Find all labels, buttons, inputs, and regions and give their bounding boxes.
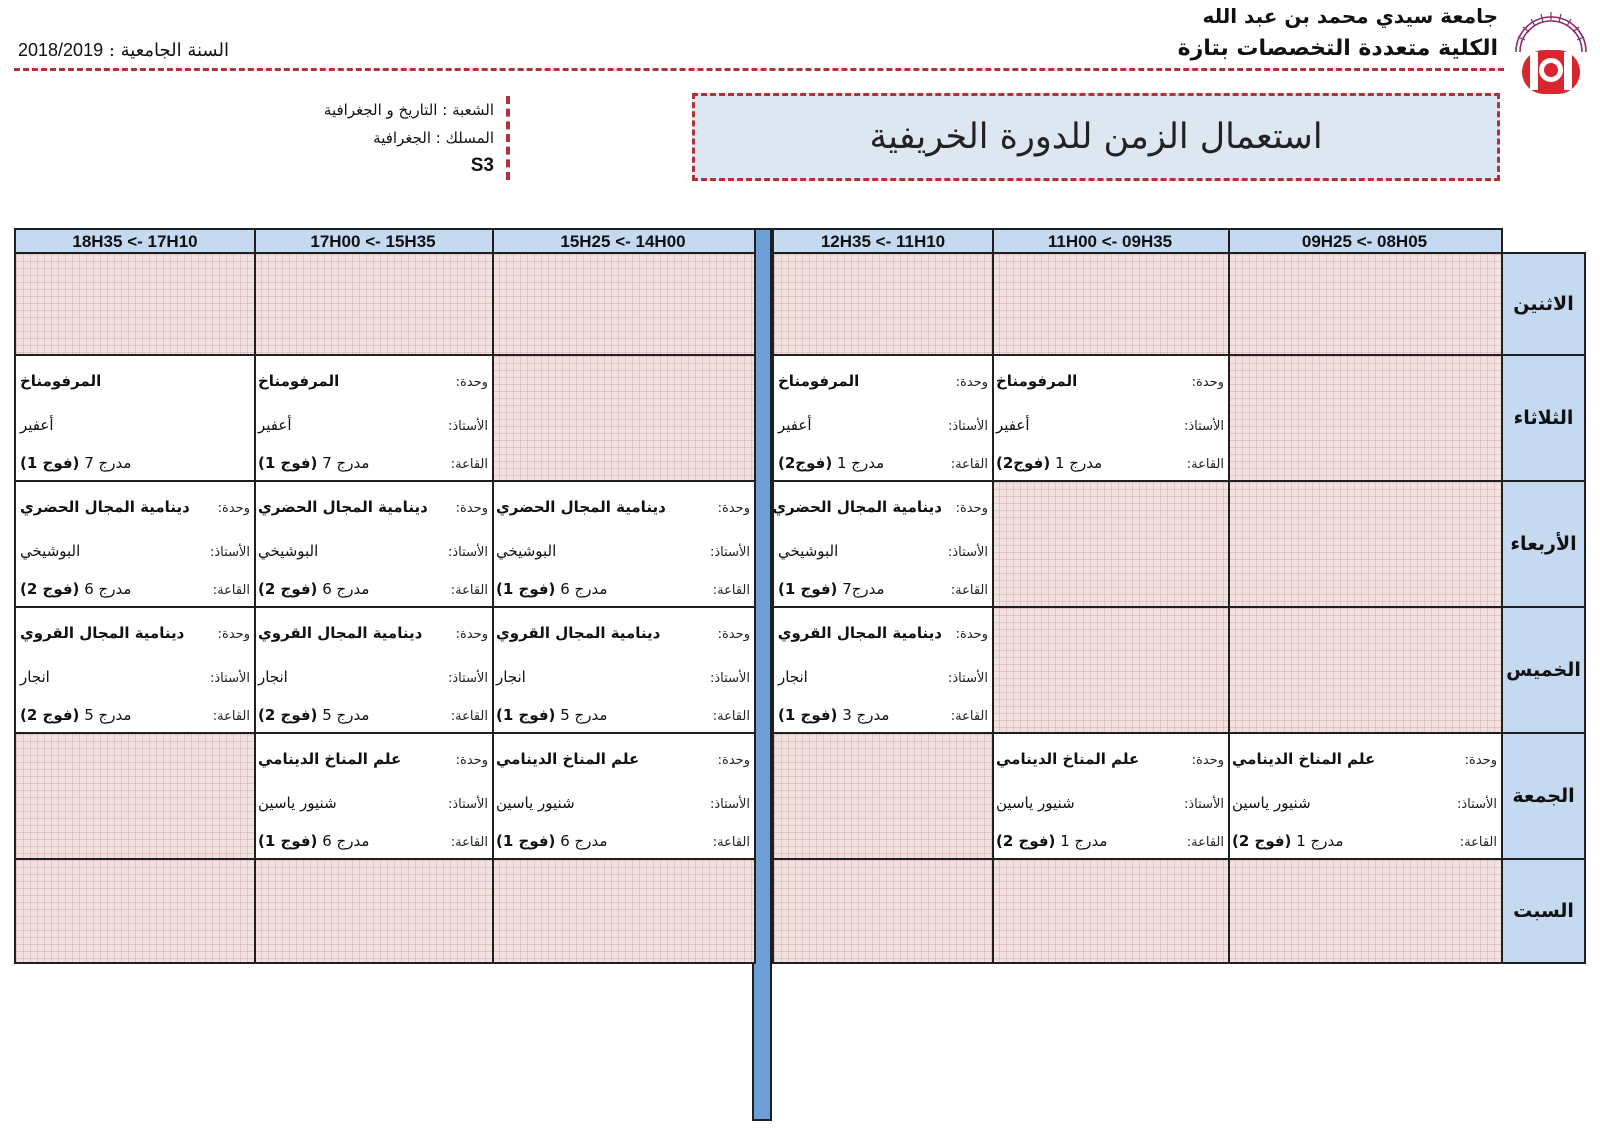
course-unit-label: وحدة: bbox=[955, 627, 988, 642]
course-prof-row bbox=[996, 416, 1224, 434]
course-unit-label: وحدة: bbox=[1191, 753, 1224, 768]
course-unit: المرفومناخ bbox=[20, 372, 102, 390]
course-unit-row bbox=[996, 750, 1224, 768]
course-unit: دينامية المجال الحضري bbox=[20, 498, 190, 516]
course-unit: علم المناخ الدينامي bbox=[1232, 750, 1376, 768]
empty-cell bbox=[1226, 252, 1503, 356]
course-room bbox=[778, 580, 942, 598]
course-prof-row bbox=[778, 542, 988, 560]
course-room-label: القاعة: bbox=[450, 709, 488, 724]
course-prof: شنيور ياسين bbox=[996, 794, 1075, 812]
course-prof-label: الأستاذ: bbox=[948, 419, 988, 434]
group-name: (فوج 1) bbox=[778, 706, 838, 724]
track-label: المسلك : الجغرافية bbox=[373, 129, 494, 147]
empty-cell bbox=[14, 732, 256, 860]
course-prof: البوشيخي bbox=[20, 542, 81, 560]
course-unit-label: وحدة: bbox=[955, 501, 988, 516]
program-info bbox=[324, 96, 510, 180]
course-room bbox=[496, 706, 704, 724]
empty-cell bbox=[1226, 354, 1503, 482]
course-unit-row bbox=[258, 750, 488, 768]
room-name: مدرج 1 bbox=[1291, 832, 1344, 850]
course-prof-label: الأستاذ: bbox=[448, 419, 488, 434]
course-cell bbox=[252, 606, 494, 734]
course-room-row bbox=[778, 706, 988, 724]
course-room bbox=[20, 580, 204, 598]
course-unit: علم المناخ الدينامي bbox=[496, 750, 640, 768]
course-room-label: القاعة: bbox=[212, 583, 250, 598]
course-room-row bbox=[996, 454, 1224, 472]
empty-cell bbox=[252, 858, 494, 964]
course-room-row bbox=[258, 832, 488, 850]
course-room-row bbox=[20, 580, 250, 598]
course-unit-row bbox=[496, 750, 750, 768]
course-prof: أعفير bbox=[258, 416, 292, 434]
room-name: مدرج 6 bbox=[317, 580, 370, 598]
group-name: (فوج 2) bbox=[20, 580, 80, 598]
time-slot-header: 12H35 <- 11H10 bbox=[772, 228, 994, 256]
course-cell bbox=[14, 480, 256, 608]
course-room bbox=[20, 706, 204, 724]
course-prof-row bbox=[258, 794, 488, 812]
room-name: مدرج 6 bbox=[317, 832, 370, 850]
course-prof-label: الأستاذ: bbox=[210, 545, 250, 560]
course-room-row bbox=[258, 454, 488, 472]
course-unit-label: وحدة: bbox=[455, 375, 488, 390]
course-room-row bbox=[778, 454, 988, 472]
group-name: (فوج 1) bbox=[20, 454, 80, 472]
course-unit-row bbox=[258, 624, 488, 642]
course-unit-row bbox=[258, 372, 488, 390]
course-prof-row bbox=[778, 416, 988, 434]
course-room-row bbox=[496, 580, 750, 598]
empty-cell bbox=[772, 732, 994, 860]
course-unit-label: وحدة: bbox=[1464, 753, 1497, 768]
course-cell bbox=[252, 354, 494, 482]
course-unit-row bbox=[20, 624, 250, 642]
course-unit-label: وحدة: bbox=[717, 627, 750, 642]
course-prof-label: الأستاذ: bbox=[948, 545, 988, 560]
course-prof-row bbox=[20, 668, 250, 686]
course-prof-label: الأستاذ: bbox=[448, 545, 488, 560]
course-prof-row bbox=[1232, 794, 1497, 812]
day-label: الجمعة bbox=[1501, 732, 1586, 860]
course-prof: أعفير bbox=[996, 416, 1030, 434]
empty-cell bbox=[990, 858, 1230, 964]
course-room-row bbox=[996, 832, 1224, 850]
university-name: جامعة سيدي محمد بن عبد الله bbox=[1202, 4, 1498, 28]
course-room-row bbox=[258, 580, 488, 598]
empty-cell bbox=[252, 252, 494, 356]
course-prof-row bbox=[496, 542, 750, 560]
course-room-label: القاعة: bbox=[450, 583, 488, 598]
course-cell bbox=[252, 732, 494, 860]
course-unit-row bbox=[996, 372, 1224, 390]
room-name: مدرج7 bbox=[837, 580, 885, 598]
course-prof-row bbox=[20, 542, 250, 560]
course-cell bbox=[490, 480, 756, 608]
course-room-label: القاعة: bbox=[450, 835, 488, 850]
day-label: الثلاثاء bbox=[1501, 354, 1586, 482]
course-cell bbox=[1226, 732, 1503, 860]
course-room-row bbox=[496, 832, 750, 850]
group-name: (فوج2) bbox=[996, 454, 1051, 472]
empty-cell bbox=[1226, 858, 1503, 964]
course-room-row bbox=[778, 580, 988, 598]
group-name: (فوج 2) bbox=[1232, 832, 1292, 850]
course-prof-label: الأستاذ: bbox=[1457, 797, 1497, 812]
page-title: استعمال الزمن للدورة الخريفية bbox=[869, 117, 1323, 157]
course-prof-label: الأستاذ: bbox=[448, 671, 488, 686]
course-cell bbox=[772, 480, 994, 608]
course-prof-row bbox=[778, 668, 988, 686]
room-name: مدرج 1 bbox=[832, 454, 885, 472]
course-prof: انجار bbox=[258, 668, 288, 686]
course-unit-row bbox=[258, 498, 488, 516]
course-prof: شنيور ياسين bbox=[258, 794, 337, 812]
group-name: (فوج 1) bbox=[496, 580, 556, 598]
course-unit-label: وحدة: bbox=[217, 627, 250, 642]
course-prof: شنيور ياسين bbox=[1232, 794, 1311, 812]
course-prof-row bbox=[258, 542, 488, 560]
course-cell bbox=[14, 354, 256, 482]
course-prof: انجار bbox=[778, 668, 808, 686]
empty-cell bbox=[490, 252, 756, 356]
time-slot-header: 15H25 <- 14H00 bbox=[490, 228, 756, 256]
course-room-row bbox=[20, 454, 250, 472]
course-prof-row bbox=[496, 668, 750, 686]
course-unit-row bbox=[496, 498, 750, 516]
course-unit: المرفومناخ bbox=[258, 372, 340, 390]
course-unit: علم المناخ الدينامي bbox=[996, 750, 1140, 768]
course-prof: البوشيخي bbox=[496, 542, 557, 560]
group-name: (فوج 1) bbox=[496, 832, 556, 850]
course-unit: دينامية المجال القروي bbox=[20, 624, 185, 642]
course-room bbox=[258, 454, 442, 472]
day-label: السبت bbox=[1501, 858, 1586, 964]
course-prof: أعفير bbox=[778, 416, 812, 434]
branch-label: الشعبة : التاريخ و الجغرافية bbox=[323, 101, 494, 119]
course-room bbox=[496, 580, 704, 598]
course-prof: البوشيخي bbox=[258, 542, 319, 560]
course-prof: شنيور ياسين bbox=[496, 794, 575, 812]
course-room-label: القاعة: bbox=[1459, 835, 1497, 850]
course-unit-label: وحدة: bbox=[217, 501, 250, 516]
timetable bbox=[14, 228, 1586, 1121]
empty-cell bbox=[14, 252, 256, 356]
course-room-label: القاعة: bbox=[950, 583, 988, 598]
group-name: (فوج 1) bbox=[258, 454, 318, 472]
course-room bbox=[258, 706, 442, 724]
day-label: الاثنين bbox=[1501, 252, 1586, 356]
course-cell bbox=[490, 732, 756, 860]
course-unit-label: وحدة: bbox=[955, 375, 988, 390]
group-name: (فوج 1) bbox=[258, 832, 318, 850]
course-room bbox=[258, 832, 442, 850]
course-prof-row bbox=[20, 416, 250, 434]
course-room bbox=[1232, 832, 1451, 850]
course-prof-label: الأستاذ: bbox=[710, 797, 750, 812]
course-room-label: القاعة: bbox=[450, 457, 488, 472]
group-name: (فوج2) bbox=[778, 454, 833, 472]
group-name: (فوج 2) bbox=[258, 580, 318, 598]
course-prof: البوشيخي bbox=[778, 542, 839, 560]
room-name: مدرج 1 bbox=[1055, 832, 1108, 850]
course-unit: دينامية المجال القروي bbox=[258, 624, 423, 642]
course-unit: المرفومناخ bbox=[996, 372, 1078, 390]
title-box bbox=[692, 93, 1500, 181]
course-prof-row bbox=[996, 794, 1224, 812]
course-unit-label: وحدة: bbox=[717, 753, 750, 768]
day-label: الخميس bbox=[1501, 606, 1586, 734]
empty-cell bbox=[490, 354, 756, 482]
course-cell bbox=[990, 732, 1230, 860]
header-divider bbox=[14, 68, 1504, 71]
group-name: (فوج 2) bbox=[996, 832, 1056, 850]
room-name: مدرج 5 bbox=[79, 706, 132, 724]
course-cell bbox=[252, 480, 494, 608]
course-room bbox=[778, 454, 942, 472]
room-name: مدرج 5 bbox=[555, 706, 608, 724]
course-unit-row bbox=[20, 498, 250, 516]
course-room-row bbox=[20, 706, 250, 724]
course-cell bbox=[14, 606, 256, 734]
course-unit-label: وحدة: bbox=[1191, 375, 1224, 390]
academic-year bbox=[18, 40, 229, 61]
group-name: (فوج 2) bbox=[20, 706, 80, 724]
empty-cell bbox=[1226, 606, 1503, 734]
course-unit: دينامية المجال الحضري bbox=[772, 498, 942, 516]
course-unit-row bbox=[20, 372, 250, 390]
course-room-label: القاعة: bbox=[1186, 835, 1224, 850]
room-name: مدرج 5 bbox=[317, 706, 370, 724]
group-name: (فوج 2) bbox=[258, 706, 318, 724]
course-room bbox=[20, 454, 250, 472]
course-prof: انجار bbox=[20, 668, 50, 686]
room-name: مدرج 1 bbox=[1050, 454, 1103, 472]
course-prof: انجار bbox=[496, 668, 526, 686]
course-unit-label: وحدة: bbox=[455, 627, 488, 642]
course-room-label: القاعة: bbox=[712, 835, 750, 850]
course-room-row bbox=[258, 706, 488, 724]
room-name: مدرج 6 bbox=[79, 580, 132, 598]
course-unit-row bbox=[778, 372, 988, 390]
course-room-label: القاعة: bbox=[950, 457, 988, 472]
course-unit: علم المناخ الدينامي bbox=[258, 750, 402, 768]
time-slot-header: 17H00 <- 15H35 bbox=[252, 228, 494, 256]
course-prof-label: الأستاذ: bbox=[710, 671, 750, 686]
course-unit-label: وحدة: bbox=[455, 753, 488, 768]
course-prof-row bbox=[496, 794, 750, 812]
room-name: مدرج 3 bbox=[837, 706, 890, 724]
semester-label: S3 bbox=[470, 155, 494, 176]
time-slot-header: 18H35 <- 17H10 bbox=[14, 228, 256, 256]
course-room bbox=[996, 454, 1178, 472]
empty-cell bbox=[14, 858, 256, 964]
room-name: مدرج 7 bbox=[317, 454, 370, 472]
empty-cell bbox=[772, 252, 994, 356]
course-cell bbox=[990, 354, 1230, 482]
group-name: (فوج 1) bbox=[496, 706, 556, 724]
course-unit: دينامية المجال القروي bbox=[496, 624, 661, 642]
course-unit-row bbox=[778, 624, 988, 642]
empty-cell bbox=[772, 858, 994, 964]
course-prof: أعفير bbox=[20, 416, 54, 434]
course-prof-label: الأستاذ: bbox=[1184, 419, 1224, 434]
empty-cell bbox=[990, 252, 1230, 356]
empty-cell bbox=[990, 480, 1230, 608]
empty-cell bbox=[1226, 480, 1503, 608]
course-prof-row bbox=[258, 416, 488, 434]
room-name: مدرج 7 bbox=[79, 454, 132, 472]
course-cell bbox=[772, 354, 994, 482]
course-unit: دينامية المجال القروي bbox=[777, 624, 942, 642]
course-unit: دينامية المجال الحضري bbox=[258, 498, 428, 516]
course-room-row bbox=[1232, 832, 1497, 850]
course-room-label: القاعة: bbox=[950, 709, 988, 724]
course-cell bbox=[772, 606, 994, 734]
academic-year-value: 2018/2019 bbox=[18, 40, 104, 60]
course-room-label: القاعة: bbox=[712, 709, 750, 724]
course-unit: دينامية المجال الحضري bbox=[496, 498, 666, 516]
room-name: مدرج 6 bbox=[555, 832, 608, 850]
course-cell bbox=[490, 606, 756, 734]
room-name: مدرج 6 bbox=[555, 580, 608, 598]
university-logo bbox=[1508, 6, 1594, 98]
course-prof-label: الأستاذ: bbox=[210, 671, 250, 686]
course-prof-label: الأستاذ: bbox=[1184, 797, 1224, 812]
course-room bbox=[496, 832, 704, 850]
course-room-label: القاعة: bbox=[212, 709, 250, 724]
course-unit: المرفومناخ bbox=[778, 372, 860, 390]
day-label: الأربعاء bbox=[1501, 480, 1586, 608]
empty-cell bbox=[490, 858, 756, 964]
course-prof-label: الأستاذ: bbox=[948, 671, 988, 686]
course-prof-label: الأستاذ: bbox=[710, 545, 750, 560]
time-slot-header: 11H00 <- 09H35 bbox=[990, 228, 1230, 256]
course-room-row bbox=[496, 706, 750, 724]
course-unit-row bbox=[772, 498, 988, 516]
course-unit-label: وحدة: bbox=[455, 501, 488, 516]
course-room bbox=[996, 832, 1178, 850]
empty-cell bbox=[990, 606, 1230, 734]
course-room-label: القاعة: bbox=[1186, 457, 1224, 472]
course-prof-row bbox=[258, 668, 488, 686]
course-unit-row bbox=[496, 624, 750, 642]
course-unit-label: وحدة: bbox=[717, 501, 750, 516]
academic-year-label: السنة الجامعية : bbox=[108, 40, 229, 61]
course-room bbox=[778, 706, 942, 724]
group-name: (فوج 1) bbox=[778, 580, 838, 598]
time-slot-header: 09H25 <- 08H05 bbox=[1226, 228, 1503, 256]
faculty-name: الكلية متعددة التخصصات بتازة bbox=[1177, 36, 1498, 61]
course-room-label: القاعة: bbox=[712, 583, 750, 598]
course-unit-row bbox=[1232, 750, 1497, 768]
course-prof-label: الأستاذ: bbox=[448, 797, 488, 812]
course-room bbox=[258, 580, 442, 598]
